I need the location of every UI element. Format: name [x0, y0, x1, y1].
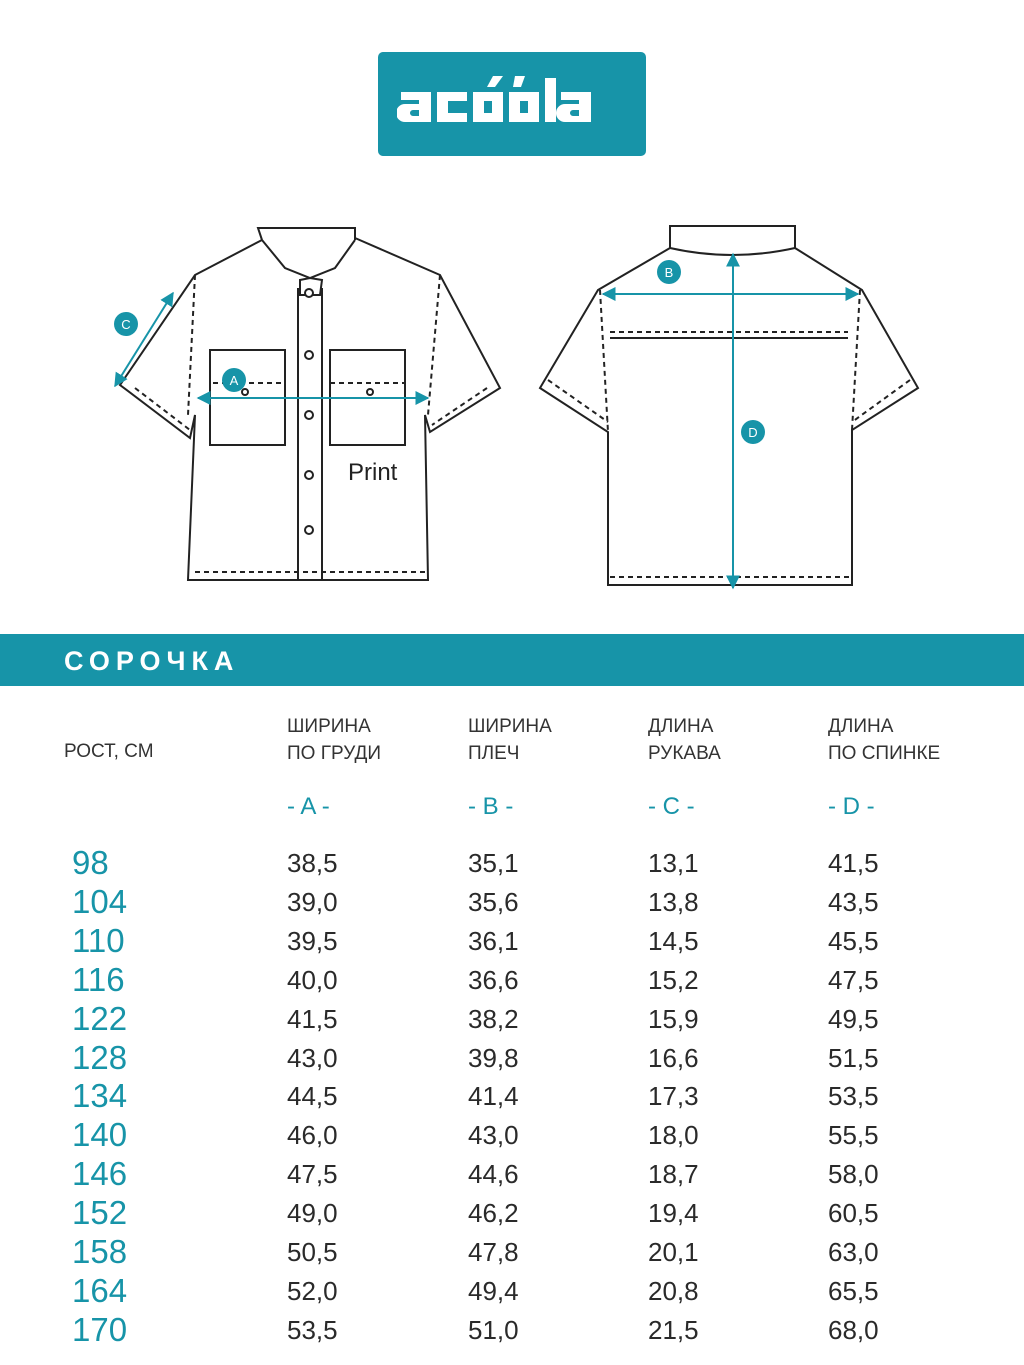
- table-row: [0, 844, 1024, 883]
- letter-a: - A -: [287, 793, 330, 820]
- table-row: [0, 1272, 1024, 1311]
- table-row: [0, 1311, 1024, 1350]
- measurement-cell: 39,5: [287, 925, 338, 956]
- measurement-cell: 39,0: [287, 886, 338, 917]
- measurement-cell: 68,0: [828, 1314, 879, 1345]
- measurement-cell: 13,1: [648, 848, 699, 878]
- table-row: [0, 1233, 1024, 1272]
- header-sleeve-length: [648, 713, 721, 767]
- measurement-cell: 44,5: [287, 1081, 338, 1112]
- measurement-cell: 60,5: [828, 1198, 879, 1229]
- size-value: 128: [72, 1038, 128, 1076]
- size-value: 152: [72, 1194, 128, 1232]
- table-row: [0, 1155, 1024, 1194]
- header-shoulder-width: [468, 713, 552, 767]
- marker-b: B: [664, 265, 674, 280]
- measurement-cell: 49,0: [287, 1198, 338, 1229]
- shirt-technical-drawing: [0, 200, 1024, 620]
- header-line: ШИРИНА: [287, 716, 371, 737]
- marker-c: C: [121, 317, 131, 332]
- measurement-cell: 53,5: [828, 1081, 879, 1112]
- measurement-cell: 43,0: [468, 1120, 519, 1151]
- measurement-cell: 14,5: [648, 925, 699, 956]
- size-value: 116: [72, 960, 125, 998]
- measurement-cell: 55,5: [828, 1120, 879, 1151]
- product-title: СОРОЧКА: [64, 646, 240, 676]
- measurement-cell: 46,2: [468, 1198, 519, 1229]
- size-value: 98: [72, 844, 109, 881]
- measurement-cell: 51,0: [468, 1314, 519, 1345]
- table-row: [0, 922, 1024, 961]
- size-value: 122: [72, 999, 128, 1037]
- measurement-cell: 18,7: [648, 1159, 699, 1190]
- size-value: 140: [72, 1116, 128, 1154]
- letter-d: - D -: [828, 793, 875, 820]
- measurement-cell: 43,5: [828, 886, 879, 917]
- measurement-cell: 52,0: [287, 1275, 338, 1306]
- measurement-cell: 36,1: [468, 925, 519, 956]
- size-value: 164: [72, 1271, 128, 1309]
- header-height: [64, 738, 154, 765]
- measurement-cell: 49,5: [828, 1003, 879, 1034]
- measurement-cell: 45,5: [828, 925, 879, 956]
- measurement-cell: 43,0: [287, 1042, 338, 1073]
- measurement-cell: 18,0: [648, 1120, 699, 1151]
- header-line: ПО ГРУДИ: [287, 743, 381, 764]
- measurement-cell: 17,3: [648, 1081, 699, 1112]
- size-value: 158: [72, 1233, 128, 1270]
- measurement-cell: 47,8: [468, 1237, 519, 1267]
- measurement-cell: 47,5: [828, 964, 879, 995]
- measurement-cell: 35,1: [468, 848, 519, 878]
- header-line: ШИРИНА: [468, 716, 552, 737]
- table-row: [0, 883, 1024, 922]
- letter-c: - C -: [648, 793, 695, 820]
- measurement-cell: 44,6: [468, 1159, 519, 1190]
- letter-b: - B -: [468, 793, 514, 820]
- table-row: [0, 1116, 1024, 1155]
- size-value: 104: [72, 882, 128, 920]
- table-row: [0, 961, 1024, 1000]
- measurement-cell: 58,0: [828, 1159, 879, 1190]
- measurement-cell: 53,5: [287, 1314, 338, 1345]
- measurement-cell: 16,6: [648, 1042, 699, 1073]
- measurement-cell: 50,5: [287, 1237, 338, 1267]
- measurement-cell: 39,8: [468, 1042, 519, 1073]
- header-line: ДЛИНА: [648, 716, 714, 737]
- measurement-cell: 15,9: [648, 1003, 699, 1034]
- measurement-cell: 20,8: [648, 1275, 699, 1306]
- measurement-cell: 40,0: [287, 964, 338, 995]
- measurement-cell: 38,2: [468, 1003, 519, 1034]
- measurement-cell: 65,5: [828, 1275, 879, 1306]
- shirt-back-view: [540, 226, 918, 585]
- header-back-length: [828, 713, 940, 767]
- measurement-cell: 15,2: [648, 964, 699, 995]
- measurement-cell: 38,5: [287, 848, 338, 878]
- measurement-cell: 41,5: [828, 848, 879, 878]
- table-row: [0, 1077, 1024, 1116]
- header-line: РУКАВА: [648, 743, 721, 764]
- measurement-cell: 20,1: [648, 1237, 699, 1267]
- measurement-cell: 46,0: [287, 1120, 338, 1151]
- header-line: ПО СПИНКЕ: [828, 743, 941, 764]
- acoola-logo-icon: [397, 74, 627, 134]
- size-value: 110: [72, 921, 125, 959]
- brand-logo: [378, 52, 646, 156]
- size-value: 134: [72, 1077, 128, 1115]
- title-banner: [0, 634, 1024, 686]
- measurement-cell: 35,6: [468, 886, 519, 917]
- header-chest-width: [287, 713, 381, 767]
- measurement-cell: 41,4: [468, 1081, 519, 1112]
- measurement-cell: 49,4: [468, 1275, 519, 1306]
- measurement-cell: 13,8: [648, 886, 699, 917]
- measurement-cell: 36,6: [468, 964, 519, 995]
- header-line: ПЛЕЧ: [468, 743, 520, 764]
- size-value: 170: [72, 1310, 128, 1348]
- print-label: Print: [348, 459, 398, 486]
- header-height-line: РОСТ, СМ: [64, 741, 154, 762]
- table-row: [0, 1194, 1024, 1233]
- measurement-cell: 51,5: [828, 1042, 879, 1073]
- size-value: 146: [72, 1155, 128, 1193]
- measurement-cell: 63,0: [828, 1237, 879, 1267]
- measurement-cell: 21,5: [648, 1314, 699, 1345]
- table-row: [0, 1039, 1024, 1078]
- measurement-cell: 19,4: [648, 1198, 699, 1229]
- table-row: [0, 1000, 1024, 1039]
- marker-d: D: [748, 425, 758, 440]
- measurement-cell: 47,5: [287, 1159, 338, 1190]
- measurement-cell: 41,5: [287, 1003, 338, 1034]
- marker-a: A: [229, 373, 239, 388]
- header-line: ДЛИНА: [828, 716, 894, 737]
